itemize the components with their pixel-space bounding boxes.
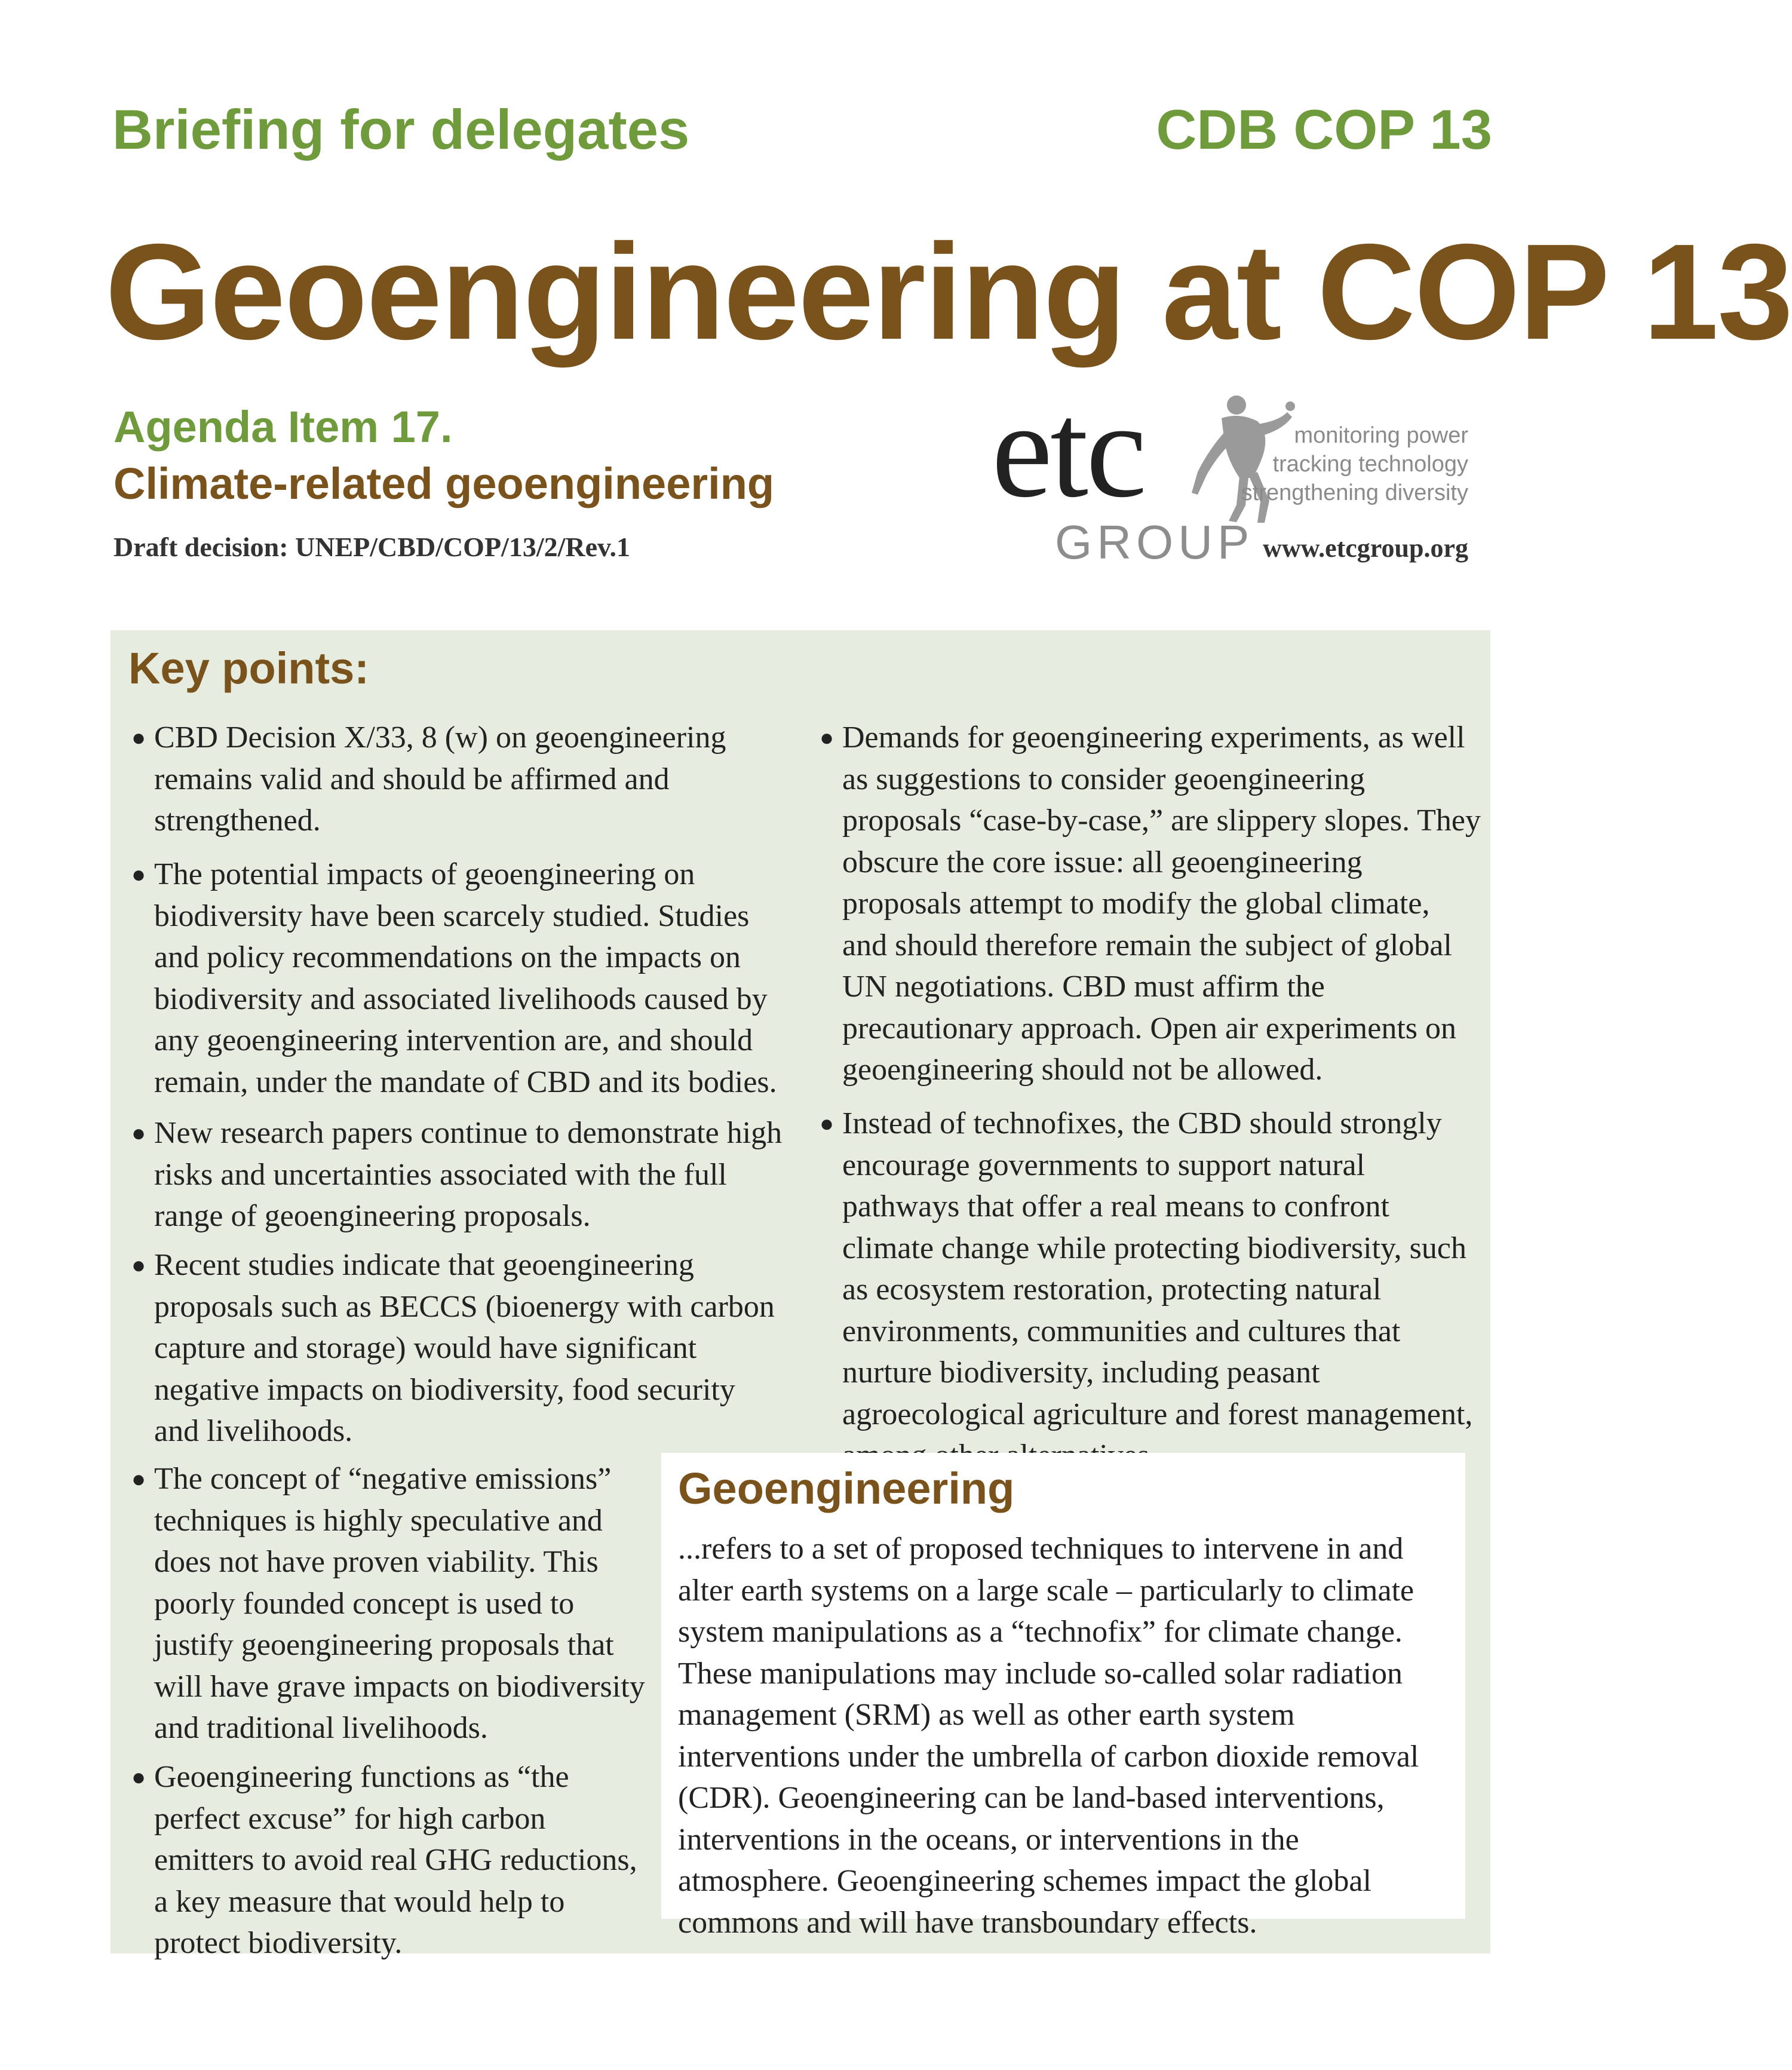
- agenda-topic: Climate-related geoengineering: [113, 459, 775, 508]
- bullet-icon: ●: [820, 1110, 834, 1137]
- agenda-item: Agenda Item 17.: [113, 402, 453, 452]
- bullet-icon: ●: [131, 1764, 146, 1790]
- bullet-icon: ●: [131, 1120, 146, 1146]
- tagline-2: tracking technology: [1272, 452, 1468, 477]
- conference-label: CDB COP 13: [1156, 98, 1492, 161]
- definition-text: ...refers to a set of proposed techniques to intervene in and alter earth systems on a large scale – particularly to climate system manipulations as a “technofix” for climate change. These manipulations may include so-called solar radiation management (SRM) as well as other earth system interventions under the umbrella of carbon dioxide removal (CDR). Geoengineering can be land-based interventions, interventions in the oceans, or interventions in the atmosphere. Geoengineering schemes impact the global commons and will have transboundary effects.: [678, 1532, 1419, 1940]
- key-point-item: ● The potential impacts of geoengineering on biodiversity have been scarcely studied. Studies and policy recommendations on the impacts on biodiversity and associated livelihoods caused by any geoengineering intervention are, and should remain, under the mandate of CBD and its bodies.: [112, 854, 787, 1103]
- bullet-icon: ●: [131, 1252, 146, 1278]
- tagline-3: strengthening diversity: [1241, 480, 1468, 505]
- briefing-label: Briefing for delegates: [112, 98, 690, 161]
- tagline-1: monitoring power: [1294, 423, 1468, 448]
- key-point-item: ● The concept of “negative emissions” techniques is highly speculative and does not have proven viability. This poorly founded concept is used to justify geoengineering proposals that will have grave impacts on biodiversity and traditional livelihoods.: [112, 1458, 650, 1749]
- logo-group-text: GROUP: [1055, 516, 1254, 569]
- bullet-icon: ●: [131, 1465, 146, 1492]
- draft-decision: Draft decision: UNEP/CBD/COP/13/2/Rev.1: [113, 532, 630, 562]
- website-link[interactable]: www.etcgroup.org: [1263, 533, 1468, 563]
- bullet-icon: ●: [820, 724, 834, 751]
- key-point-item: ● CBD Decision X/33, 8 (w) on geoengineering remains valid and should be affirmed and strengthened.: [112, 717, 787, 842]
- key-points-title: Key points:: [128, 643, 369, 693]
- key-point-item: ● Demands for geoengineering experiments, as well as suggestions to consider geoengineering proposals “case-by-case,” are slippery slopes. They obscure the core issue: all geoengineering proposals attempt to modify the global climate, and should therefore remain the subject of global UN negotiations. CBD must affirm the precautionary approach. Open air experiments on geoengineering should not be allowed.: [800, 717, 1481, 1091]
- logo-etc-text: etc: [992, 373, 1145, 526]
- key-point-item: ● Geoengineering functions as “the perfect excuse” for high carbon emitters to avoid real GHG reductions, a key measure that would help to protect biodiversity.: [112, 1756, 650, 1964]
- definition-title: Geoengineering: [678, 1464, 1015, 1513]
- key-point-item: ● Instead of technofixes, the CBD should strongly encourage governments to support natural pathways that offer a real means to confront climate change while protecting biodiversity, such as ecosystem restoration, protecting natural environments, communities and cultures that nurture biodiversity, including peasant agroecological agriculture and forest management,: [800, 1103, 1481, 1477]
- bullet-icon: ●: [131, 724, 146, 751]
- bullet-icon: ●: [131, 861, 146, 888]
- key-point-item: ● New research papers continue to demonstrate high risks and uncertainties associated with the full range of geoengineering proposals.: [112, 1112, 787, 1237]
- key-point-item: ● Recent studies indicate that geoengineering proposals such as BECCS (bioenergy with carbon capture and storage) would have significant negative impacts on biodiversity, food security and livelihoods.: [112, 1244, 787, 1452]
- page-title: Geoengineering at COP 13: [105, 216, 1792, 368]
